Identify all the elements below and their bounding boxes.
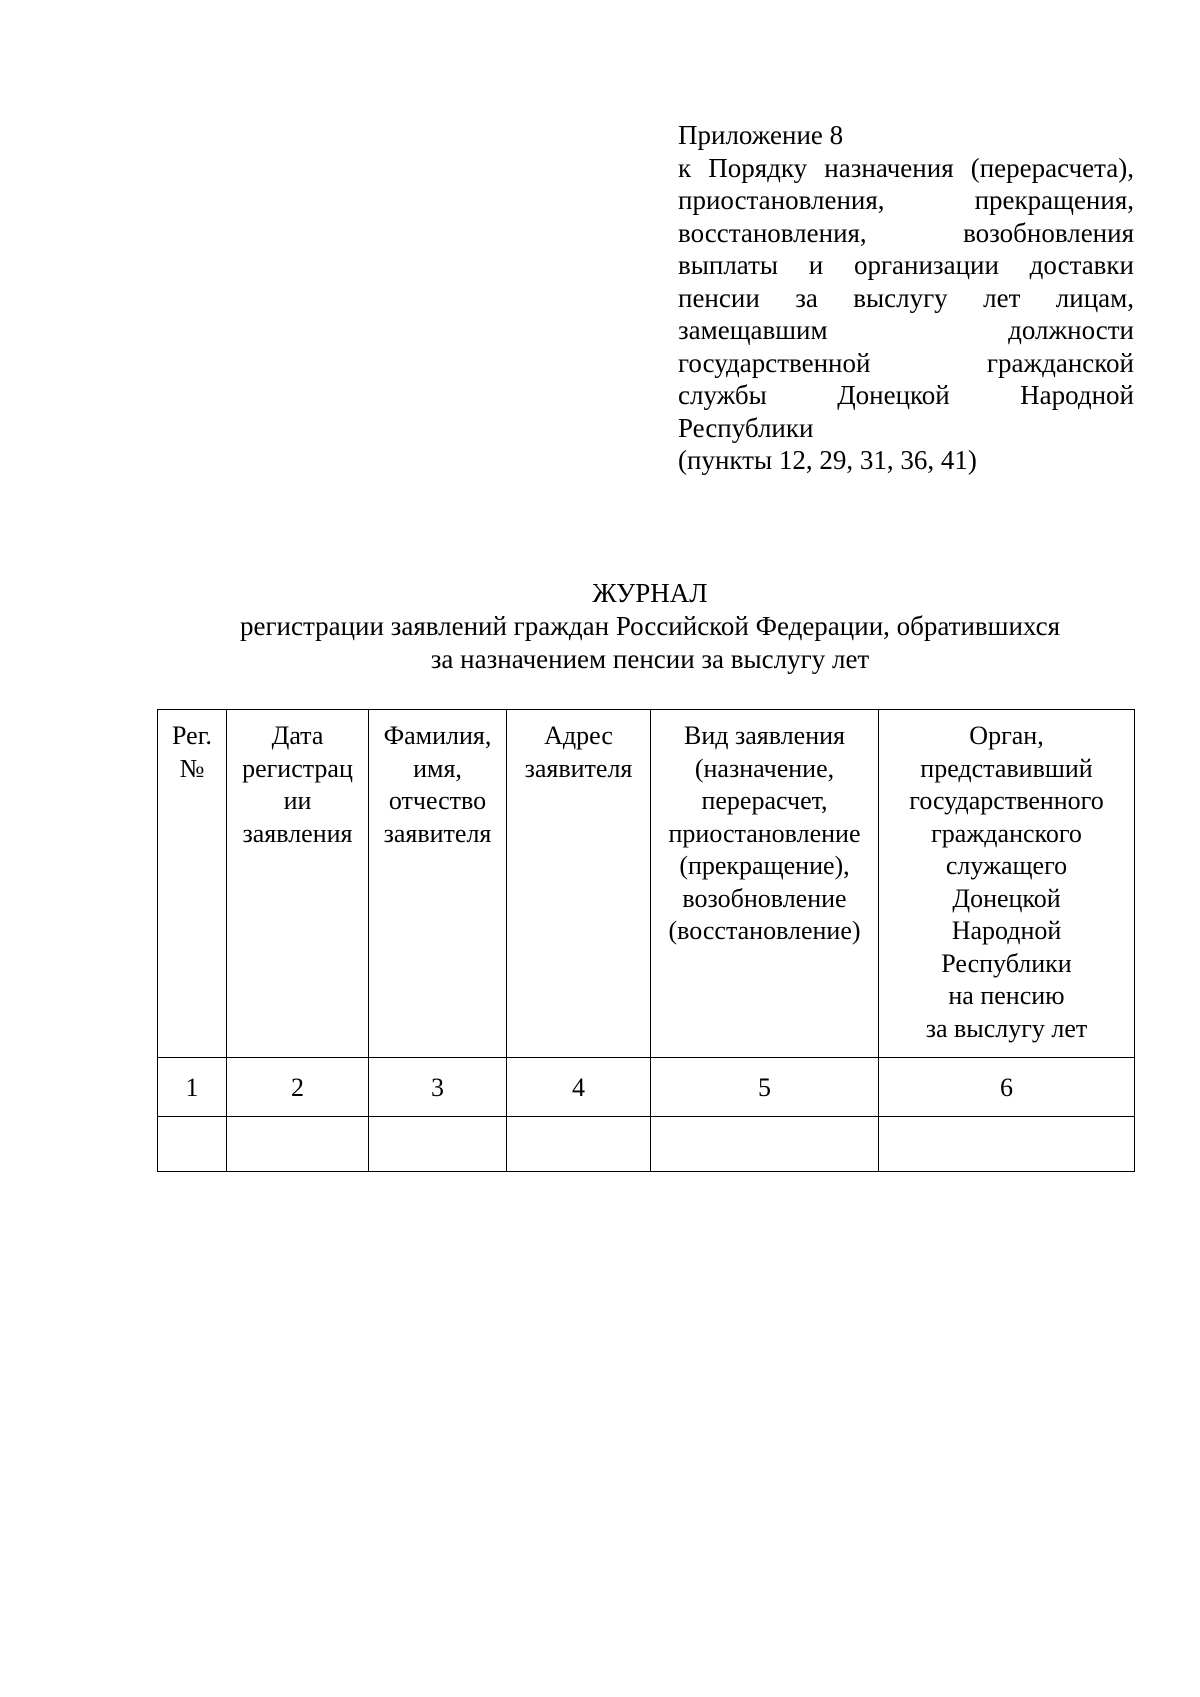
document-heading: [150, 577, 1150, 676]
appendix-line: замещавшим должности: [678, 315, 1134, 345]
journal-subtitle: за назначением пенсии за выслугу лет: [430, 644, 870, 674]
column-number: 5: [651, 1058, 879, 1117]
empty-cell: [158, 1117, 227, 1172]
column-number: 4: [507, 1058, 651, 1117]
header-cell-applicant-address: Адрес заявителя: [507, 710, 651, 1058]
appendix-line: Республики: [678, 412, 814, 443]
appendix-line: приостановления, прекращения,: [678, 185, 1134, 215]
appendix-line: государственной гражданской: [678, 347, 1134, 378]
header-cell-application-type: Вид заявления (назначение, перерасчет, приостановление (прекращение), возобновление (восстановление): [651, 710, 879, 1058]
column-number: 6: [879, 1058, 1135, 1117]
empty-cell: [879, 1117, 1135, 1172]
appendix-line: Приложение 8: [678, 120, 844, 150]
column-number-row: [158, 1058, 1135, 1117]
journal-subtitle: регистрации заявлений граждан Российской Федерации, обратившихся: [239, 611, 1061, 641]
column-number: 2: [227, 1058, 369, 1117]
appendix-line: службы Донецкой Народной: [678, 380, 1134, 410]
empty-cell: [227, 1117, 369, 1172]
table-header-row: [158, 710, 1135, 1058]
appendix-line: (пункты 12, 29, 31, 36, 41): [678, 445, 977, 475]
appendix-line: к Порядку назначения (перерасчета),: [678, 152, 1134, 183]
appendix-line: пенсии за выслугу лет лицам,: [678, 282, 1134, 313]
empty-entry-row: [158, 1117, 1135, 1172]
header-cell-registration-date: Дата регистрац ии заявления: [227, 710, 369, 1058]
journal-table: [157, 709, 1135, 1172]
journal-title: ЖУРНАЛ: [592, 578, 708, 608]
column-number: 1: [158, 1058, 227, 1117]
empty-cell: [507, 1117, 651, 1172]
header-cell-reg-number: Рег. №: [158, 710, 227, 1058]
column-number: 3: [369, 1058, 507, 1117]
header-cell-submitting-body: Орган, представивший государственного гражданского служащего Донецкой Народной Республики на пенсию за выслугу лет: [879, 710, 1135, 1058]
appendix-note: [678, 119, 1134, 477]
appendix-line: выплаты и организации доставки: [678, 250, 1134, 280]
header-cell-applicant-name: Фамилия, имя, отчество заявителя: [369, 710, 507, 1058]
empty-cell: [369, 1117, 507, 1172]
appendix-line: восстановления, возобновления: [678, 217, 1134, 248]
empty-cell: [651, 1117, 879, 1172]
